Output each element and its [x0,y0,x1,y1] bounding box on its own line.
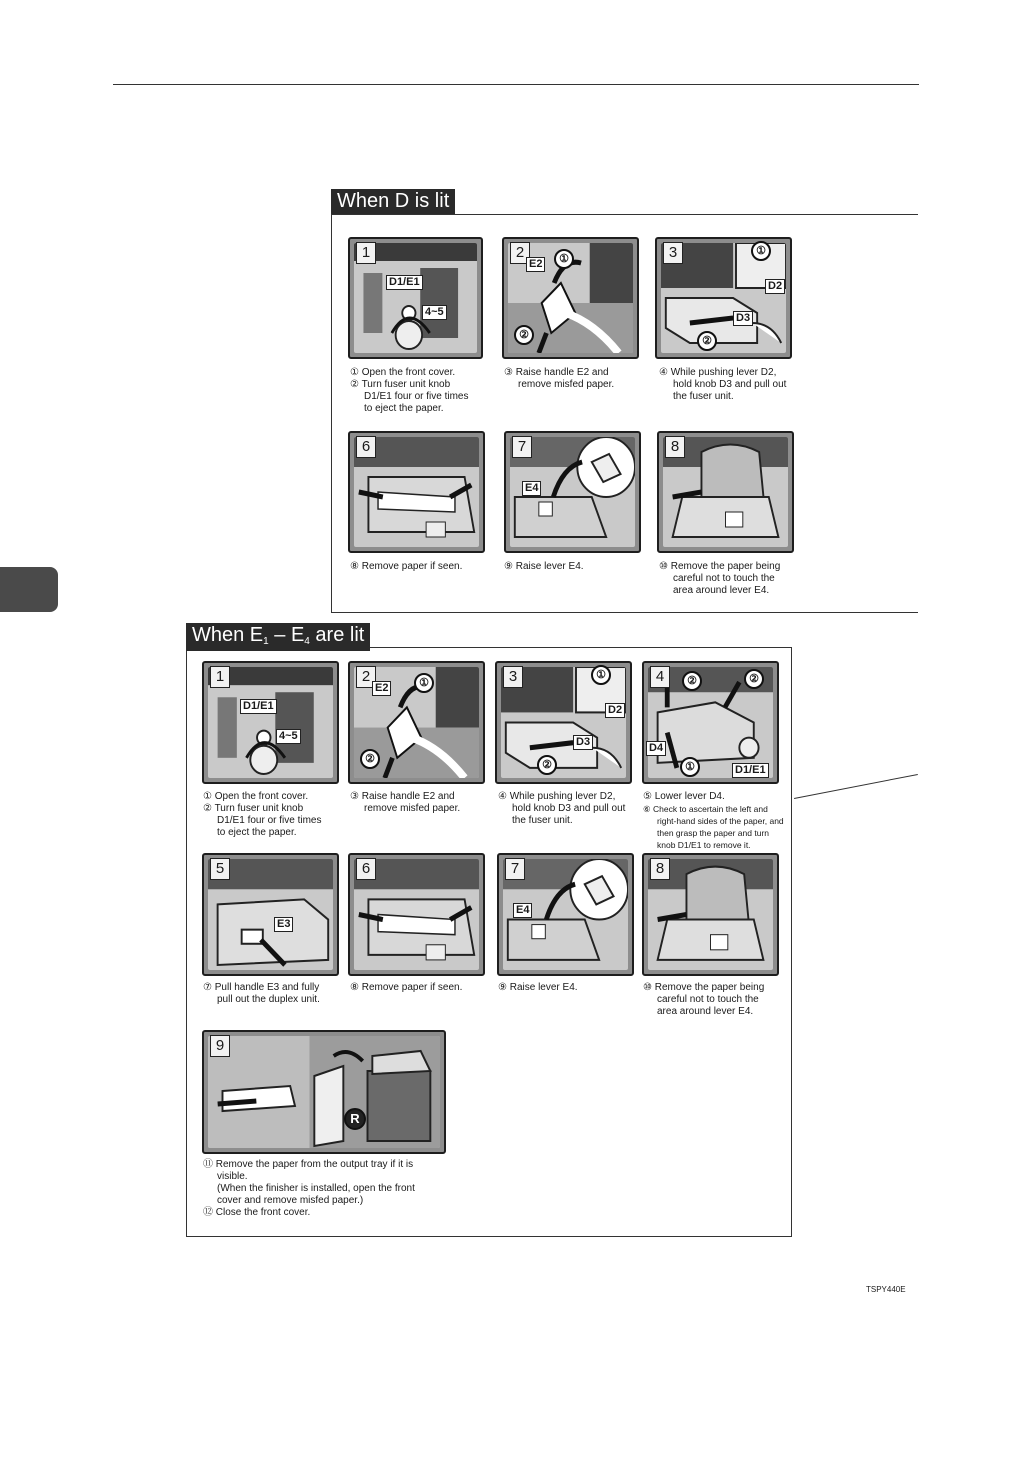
section-d-head-rule [331,214,917,215]
step-number: 1 [210,666,230,688]
part-label-e3: E3 [274,917,293,932]
callout-2: ② [744,669,764,689]
caption-line: remove misfed paper. [518,379,615,390]
e-step3-caption [498,791,625,827]
part-label-turns: 4~5 [276,729,301,744]
caption-line: the fuser unit. [673,391,734,402]
d-step6-caption [350,561,462,573]
d-step1-illustration [348,237,483,359]
caption-line: right-hand sides of the paper, and [657,816,784,826]
part-label-d1e1: D1/E1 [386,275,423,290]
d-step3-illustration [655,237,792,359]
caption-line: area around lever E4. [657,1006,754,1017]
caption-line: ③ Raise handle E2 and [504,367,609,378]
caption-line: the fuser unit. [512,815,573,826]
e-step1-caption [203,791,321,839]
part-label-d1e1: D1/E1 [732,763,769,778]
e-step8-caption [643,982,764,1018]
e-step7-caption [498,982,578,994]
step-number: 7 [512,436,532,458]
callout-1: ① [751,241,771,261]
step-number: 8 [665,436,685,458]
caption-line: visible. [217,1171,248,1182]
d-step1-caption [350,367,468,415]
caption-line: ① Open the front cover. [350,367,456,378]
section-e-title [186,623,370,651]
e-step3-illustration [495,661,632,784]
section-d-title: When D is lit [331,189,455,214]
d-step7-caption [504,561,584,573]
caption-line: (When the finisher is installed, open the front [217,1183,415,1194]
caption-line: ⑨ Raise lever E4. [504,561,584,572]
caption-line: then grasp the paper and turn [657,828,769,838]
e-step5-caption [203,982,320,1006]
callout-1: ① [680,757,700,777]
caption-line: ⑥ Check to ascertain the left and [643,804,768,814]
e-step6-caption [350,982,462,994]
e-step2-caption [350,791,460,815]
part-label-e2: E2 [372,681,391,696]
caption-line: knob D1/E1 to remove it. [657,840,751,850]
figure-code: TSPY440E [866,1285,906,1294]
caption-line: ③ Raise handle E2 and [350,791,455,802]
e-step4-caption [643,791,784,851]
caption-line: area around lever E4. [673,585,770,596]
step-number: 1 [356,242,376,264]
caption-line: careful not to touch the [673,573,775,584]
step-number: 9 [210,1035,230,1057]
step-number: 6 [356,858,376,880]
caption-line: D1/E1 four or five times [217,815,322,826]
reset-key-icon: R [344,1108,366,1130]
caption-line: ⑫ Close the front cover. [203,1207,311,1218]
part-label-e4: E4 [513,903,532,918]
part-label-d2: D2 [605,703,625,718]
d-step2-caption [504,367,614,391]
step-number: 4 [650,666,670,688]
caption-line: ② Turn fuser unit knob [203,803,304,814]
callout-2: ② [360,749,380,769]
caption-line: pull out the duplex unit. [217,994,320,1005]
caption-line: cover and remove misfed paper.) [217,1195,364,1206]
d-step2-illustration [502,237,639,359]
callout-2: ② [514,325,534,345]
step-number: 7 [505,858,525,880]
step-number: 8 [650,858,670,880]
e-step9-illustration [202,1030,446,1154]
title-sub: 1 [263,636,269,647]
callout-leader-line [794,774,918,799]
part-label-e4: E4 [522,481,541,496]
caption-line: ① Open the front cover. [203,791,309,802]
title-part: are lit [309,624,365,646]
d-step8-caption [659,561,780,597]
e-step4-illustration [642,661,779,784]
header-rule [113,84,919,85]
e-step5-illustration [202,853,339,976]
callout-1: ① [414,673,434,693]
caption-line: to eject the paper. [364,403,444,414]
caption-line: ④ While pushing lever D2, [659,367,777,378]
e-step2-illustration [348,661,485,784]
callout-2: ② [537,755,557,775]
caption-line: ⑪ Remove the paper from the output tray if it is [203,1159,414,1170]
caption-line: ⑧ Remove paper if seen. [350,982,463,993]
caption-line: ② Turn fuser unit knob [350,379,451,390]
part-label-d1e1: D1/E1 [240,699,277,714]
caption-line: remove misfed paper. [364,803,461,814]
caption-line: hold knob D3 and pull out [673,379,787,390]
chapter-tab [0,567,58,612]
step-number: 2 [510,242,530,264]
title-part: When E [192,624,264,646]
caption-line: careful not to touch the [657,994,759,1005]
caption-line: ⑩ Remove the paper being [643,982,765,993]
caption-line: ⑦ Pull handle E3 and fully [203,982,320,993]
d-step8-illustration [657,431,794,553]
step-number: 5 [210,858,230,880]
d-step6-illustration [348,431,485,553]
part-label-d3: D3 [733,311,753,326]
step-number: 3 [503,666,523,688]
part-label-d2: D2 [765,279,785,294]
title-sub: 4 [304,636,310,647]
callout-1: ① [591,665,611,685]
e-step1-illustration [202,661,339,784]
caption-line: to eject the paper. [217,827,297,838]
step-number: 3 [663,242,683,264]
part-label-e2: E2 [526,257,545,272]
callout-2: ② [697,331,717,351]
caption-line: ⑩ Remove the paper being [659,561,781,572]
caption-line: ⑤ Lower lever D4. [643,791,725,802]
caption-line: ⑨ Raise lever E4. [498,982,578,993]
caption-line: hold knob D3 and pull out [512,803,626,814]
e-step9-caption [203,1159,415,1219]
caption-line: ⑧ Remove paper if seen. [350,561,463,572]
callout-1: ① [554,249,574,269]
e-step6-illustration [348,853,485,976]
d-step3-caption [659,367,786,403]
e-step8-illustration [642,853,779,976]
part-label-turns: 4~5 [422,305,447,320]
caption-line: D1/E1 four or five times [364,391,469,402]
part-label-d3: D3 [573,735,593,750]
caption-line: ④ While pushing lever D2, [498,791,616,802]
e-step7-illustration [497,853,634,976]
step-number: 6 [356,436,376,458]
d-step7-illustration [504,431,641,553]
callout-2: ② [682,671,702,691]
title-part: – E [268,624,305,646]
step-number: 2 [356,666,376,688]
part-label-d4: D4 [646,741,666,756]
